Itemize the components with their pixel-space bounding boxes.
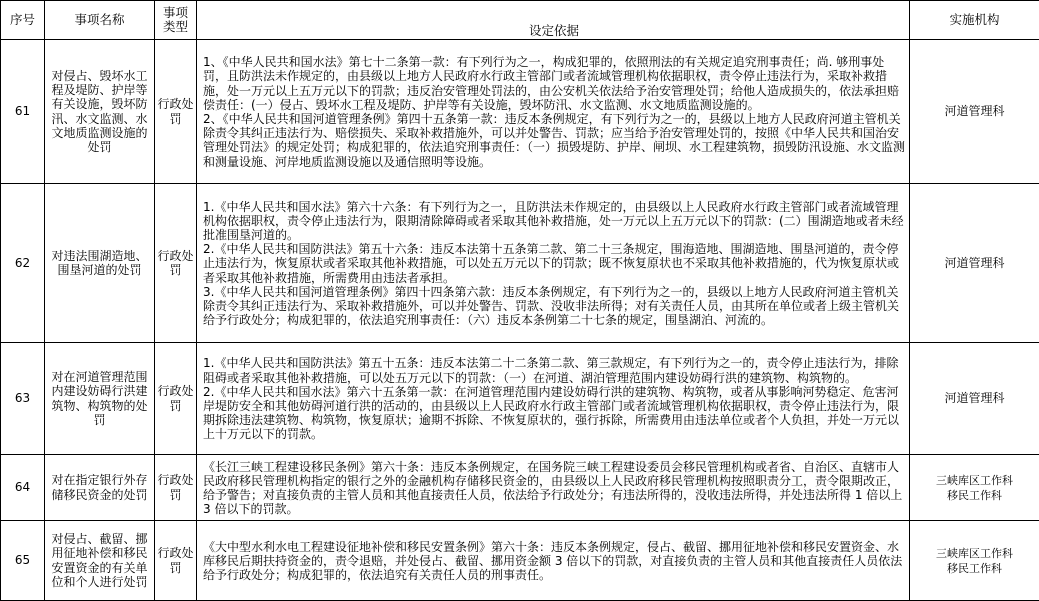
header-row [1, 1, 1039, 40]
basis-paragraph: 《长江三峡工程建设移民条例》第六十条：违反本条例规定，在国务院三峡工程建设委员会移民管理机构或者省、自治区、直辖市人民政府移民管理机构指定的银行之外的金融机构存储移民资金的，由县级以上人民政府移民管理机构按照职责分工，责令限期改正，给予警告；对直接负责的主管人员和其他直接责任人员，依法给予行政处分；有违法所得的，没收违法所得，并处违法所得 1 倍以上 3 倍以下的罚款。 [203, 460, 905, 517]
row-no: 63 [1, 343, 45, 455]
header-type-label: 事项 类型 [163, 5, 188, 34]
basis-paragraph: 《大中型水利水电工程建设征地补偿和移民安置条例》第六十条：违反本条例规定，侵占、截留、挪用征地补偿和移民安置资金、水库移民后期扶持资金的，责令退赔，并处侵占、截留、挪用资金额 3 倍以下的罚款，对直接负责的主管人员和其他直接责任人员依法给予行政处分；构成犯罪的，依法追究有关责任人员的刑事责任。 [203, 540, 905, 583]
row-org [910, 521, 1039, 601]
table-row [1, 40, 1039, 184]
row-item-type: 行政处罚 [155, 521, 197, 601]
row-item-name: 对在河道管理范围内建设妨碍行洪建筑物、构筑物的处罚 [45, 343, 155, 455]
row-item-name: 对在指定银行外存储移民资金的处罚 [45, 455, 155, 521]
row-org [910, 455, 1039, 521]
header-org: 实施机构 [910, 1, 1039, 40]
row-item-name: 对侵占、截留、挪用征地补偿和移民安置资金的有关单位和个人进行处罚 [45, 521, 155, 601]
basis-paragraph: 3.《中华人民共和国河道管理条例》第四十四条第六款：违反本条例规定，有下列行为之一的，县级以上地方人民政府河道主管机关除责令其纠正违法行为、采取补救措施外，可以并处警告、罚款、没收非法所得；对有关责任人员，由其所在单位或者上级主管机关给予行政处分；构成犯罪的，依法追究刑事责任：（六）违反本条例第二十七条的规定，围垦湖泊、河流的。 [203, 285, 905, 328]
row-item-type: 行政处罚 [155, 40, 197, 184]
row-org: 河道管理科 [910, 40, 1039, 184]
basis-paragraph: 1、《中华人民共和国水法》第七十二条第一款：有下列行为之一，构成犯罪的，依照刑法的有关规定追究刑事责任；尚. 够刑事处罚，且防洪法未作规定的，由县级以上地方人民政府水行政主管部门或者流域管理机构依据职权，责令停止违法行为，采取补救措施，处一万元以上五万元以下的罚款；违反治安管理处罚法的，由公安机关依法给予治安管理处罚；给他人造成损失的，依法承担赔偿责任：(一）侵占、毁坏水工程及堤防、护岸等有关设施，毁坏防汛、水文监测、水文地质监测设施的。 [203, 55, 905, 112]
row-item-type: 行政处罚 [155, 184, 197, 343]
row-no: 64 [1, 455, 45, 521]
header-name: 事项名称 [45, 1, 155, 40]
row-basis [197, 343, 910, 455]
header-type [155, 1, 197, 40]
basis-paragraph: 1.《中华人民共和国水法》第六十六条：有下列行为之一，且防洪法未作规定的，由县级以上人民政府水行政主管部门或者流域管理机构依据职权，责令停止违法行为，限期清除障碍或者采取其他补救措施，处一万元以上五万元以下的罚款：(二）围湖造地或者未经批准围垦河道的。 [203, 200, 905, 243]
row-org-label: 三峡库区工作科 移民工作科 [936, 474, 1013, 502]
row-basis [197, 455, 910, 521]
row-basis [197, 40, 910, 184]
header-basis: 设定依据 [197, 1, 910, 40]
table-row [1, 455, 1039, 521]
basis-paragraph: 2.《中华人民共和国水法》第六十五条第一款：在河道管理范围内建设妨碍行洪的建筑物、构筑物，或者从事影响河势稳定、危害河岸堤防安全和其他妨碍河道行洪的活动的，由县级以上人民政府水行政主管部门或者流域管理机构依据职权，责令停止违法行为，限期拆除违法建筑物、构筑物，恢复原状；逾期不拆除、不恢复原状的，强行拆除，所需费用由违法单位或者个人负担，并处一万元以上十万元以下的罚款。 [203, 385, 905, 442]
row-no: 62 [1, 184, 45, 343]
row-org-label: 三峡库区工作科 移民工作科 [936, 547, 1013, 575]
header-no: 序号 [1, 1, 45, 40]
row-item-type: 行政处罚 [155, 455, 197, 521]
table-row [1, 343, 1039, 455]
row-item-name: 对违法围湖造地、围垦河道的处罚 [45, 184, 155, 343]
row-org: 河道管理科 [910, 184, 1039, 343]
basis-paragraph: 1.《中华人民共和国防洪法》第五十五条：违反本法第二十二条第二款、第三款规定，有下列行为之一的，责令停止违法行为，排除阻碍或者采取其他补救措施，可以处五万元以下的罚款：（一）在河道、湖泊管理范围内建设妨碍行洪的建筑物、构筑物的。 [203, 356, 905, 384]
row-item-name: 对侵占、毁坏水工程及堤防、护岸等有关设施，毁坏防汛、水文监测、水文地质监测设施的处罚 [45, 40, 155, 184]
basis-paragraph: 2、《中华人民共和国河道管理条例》第四十五条第一款：违反本条例规定，有下列行为之一的，县级以上地方人民政府河道主管机关除责令其纠正违法行为、赔偿损失、采取补救措施外，可以并处警告、罚款；应当给予治安管理处罚的，按照《中华人民共和国治安管理处罚法》的规定处罚；构成犯罪的，依法追究刑事责任：（一）损毁堤防、护岸、闸坝、水工程建筑物，损毁防汛设施、水文监测和测量设施、河岸地质监测设施以及通信照明等设施。 [203, 112, 905, 169]
table-row [1, 521, 1039, 601]
row-org: 河道管理科 [910, 343, 1039, 455]
row-item-type: 行政处罚 [155, 343, 197, 455]
row-basis [197, 184, 910, 343]
row-no: 65 [1, 521, 45, 601]
row-basis [197, 521, 910, 601]
basis-paragraph: 2.《中华人民共和国防洪法》第五十六条：违反本法第十五条第二款、第二十三条规定，围海造地、围湖造地、围垦河道的，责令停止违法行为，恢复原状或者采取其他补救措施，可以处五万元以下的罚款；既不恢复原状也不采取其他补救措施的，代为恢复原状或者采取其他补救措施，所需费用由违法者承担。 [203, 242, 905, 285]
row-no: 61 [1, 40, 45, 184]
table-row [1, 184, 1039, 343]
